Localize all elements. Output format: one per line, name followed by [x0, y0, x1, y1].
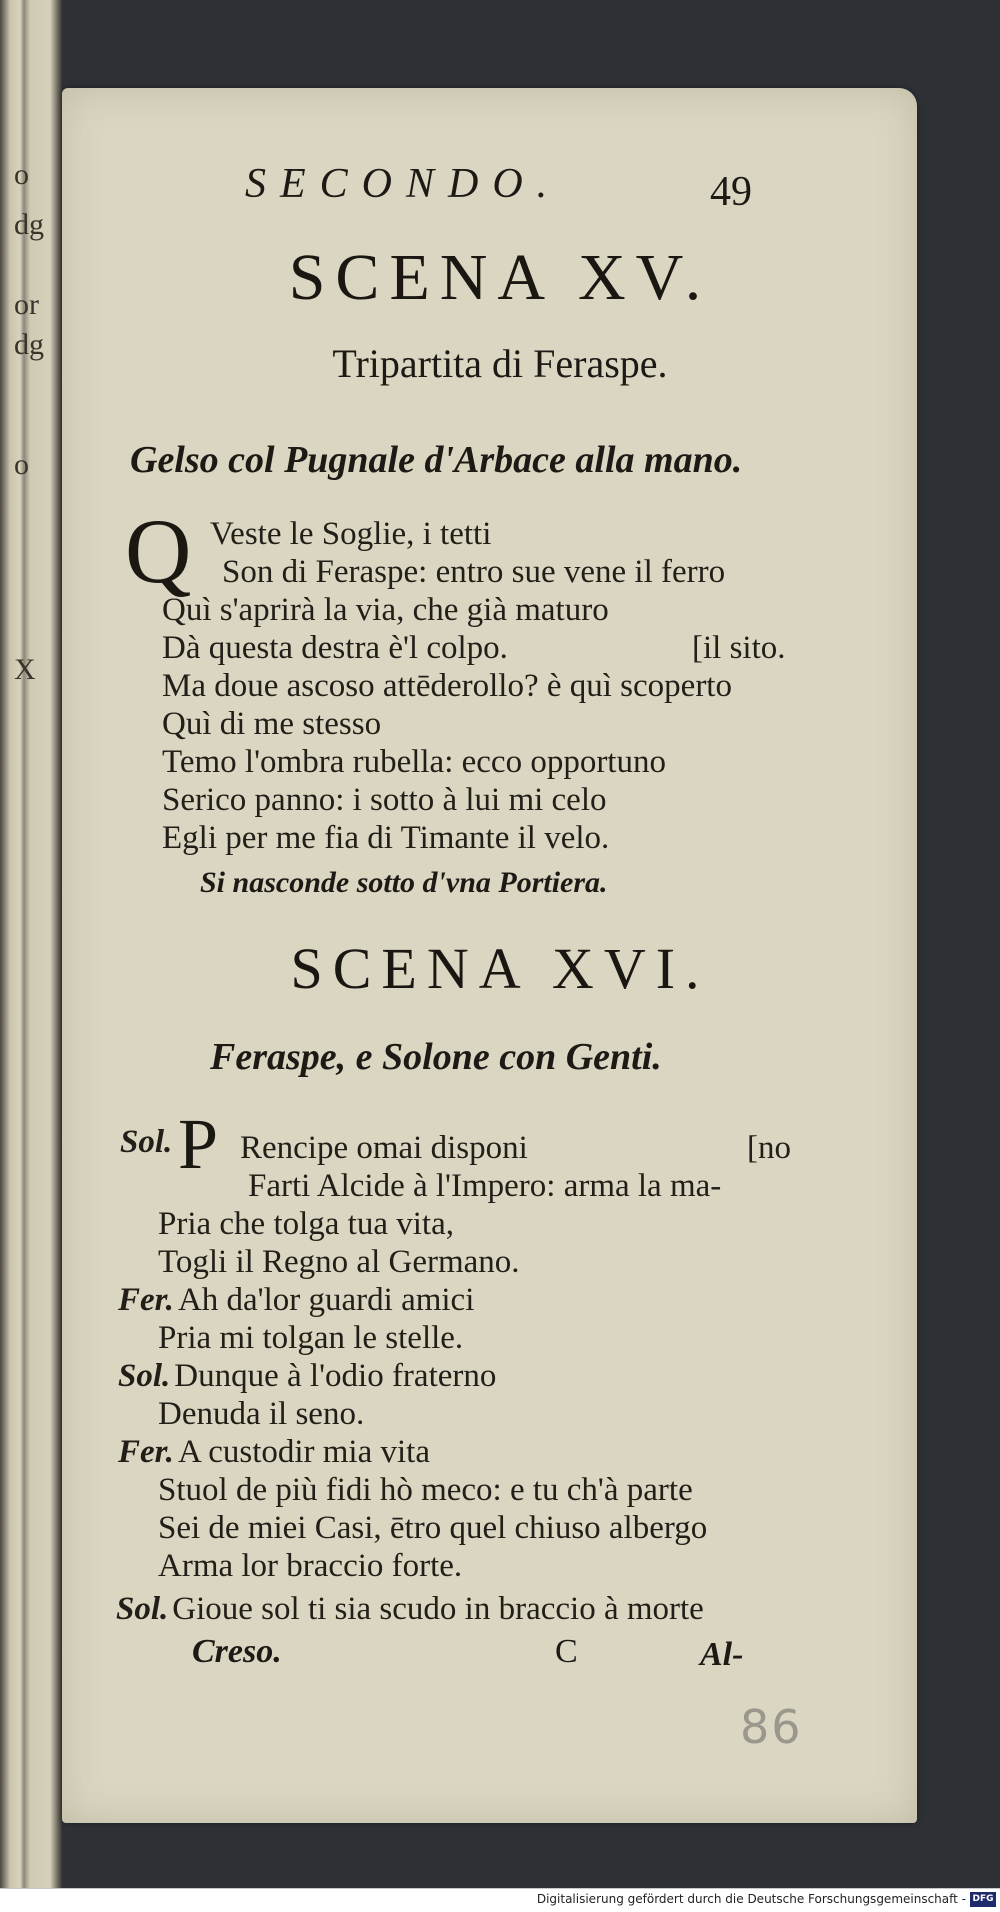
verse-line: Quì di me stesso [162, 706, 382, 742]
verse-line: Serico panno: i sotto à lui mi celo [162, 782, 607, 818]
speaker-label [120, 1126, 176, 1159]
scene-15-drop-cap: Q [125, 500, 192, 602]
signature-mark: C [555, 1633, 578, 1670]
verse-line [116, 1593, 704, 1626]
verse-line [118, 1284, 474, 1317]
adjacent-page-char: X [14, 653, 36, 686]
verse-line: Rencipe omai disponi [240, 1130, 528, 1166]
next-word: Al- [700, 1636, 744, 1673]
funding-credit-text: Digitalisierung gefördert durch die Deutsche Forschungsgemeinschaft - [536, 1892, 966, 1906]
verse-text: A custodir mia vita [177, 1434, 430, 1470]
verse-line-suffix: [no [747, 1130, 791, 1166]
funding-credit-bar [0, 1888, 1000, 1912]
verse-line: Denuda il seno. [158, 1396, 365, 1432]
verse-text: Gioue sol ti sia scudo in braccio à morte [172, 1591, 704, 1627]
adjacent-page-char: dg [14, 328, 44, 361]
dfg-logo: DFG [970, 1892, 996, 1907]
page-number: 49 [710, 169, 752, 215]
verse-line: Egli per me fia di Timante il velo. [162, 820, 610, 856]
running-head: SECONDO. [245, 161, 562, 207]
scene-16-title: SCENA XVI. [290, 936, 710, 1001]
scene-15-subtitle: Tripartita di Feraspe. [332, 341, 668, 386]
verse-line: Stuol de più fidi hò meco: e tu ch'à parte [158, 1472, 693, 1508]
scene-16-subtitle: Feraspe, e Solone con Genti. [210, 1036, 662, 1078]
verse-line [118, 1436, 430, 1469]
verse-line: Ma doue ascoso attēderollo? è quì scoperto [162, 668, 732, 704]
pencil-annotation: 86 [740, 1700, 803, 1754]
verse-line: Arma lor braccio forte. [158, 1548, 463, 1584]
scene-16-drop-cap: P [178, 1104, 219, 1184]
speaker-name: Fer. [118, 1282, 174, 1318]
speaker-name: Sol. [116, 1591, 169, 1627]
verse-line: Temo l'ombra rubella: ecco opportuno [162, 744, 666, 780]
verse-line [118, 1360, 496, 1393]
scene-15-exit-direction: Si nasconde sotto d'vna Portiera. [200, 866, 608, 899]
scene-15-title: SCENA XV. [288, 241, 712, 314]
catchword: Creso. [192, 1633, 282, 1670]
scene-15-stage-direction: Gelso col Pugnale d'Arbace alla mano. [130, 439, 743, 481]
verse-text: Dunque à l'odio fraterno [174, 1358, 497, 1394]
verse-line: Farti Alcide à l'Impero: arma la ma- [248, 1168, 722, 1204]
verse-line-suffix: [il sito. [692, 630, 786, 666]
speaker-name: Sol. [118, 1358, 171, 1394]
verse-text: Ah da'lor guardi amici [177, 1282, 475, 1318]
adjacent-page-char: o [14, 448, 29, 481]
adjacent-page-char: or [14, 288, 39, 321]
adjacent-page-char: dg [14, 208, 44, 241]
verse-line: Sei de miei Casi, ētro quel chiuso albergo [158, 1510, 708, 1546]
verse-line: Dà questa destra è'l colpo. [162, 630, 508, 666]
verse-line: Togli il Regno al Germano. [158, 1244, 520, 1280]
verse-line: Pria che tolga tua vita, [158, 1206, 454, 1242]
speaker-name: Fer. [118, 1434, 174, 1470]
verse-line: Son di Feraspe: entro sue vene il ferro [222, 554, 726, 590]
adjacent-page-char: o [14, 158, 29, 191]
verse-line: Quì s'aprirà la via, che già maturo [162, 592, 609, 628]
verse-line: Pria mi tolgan le stelle. [158, 1320, 464, 1356]
verse-line: Veste le Soglie, i tetti [210, 516, 492, 552]
speaker-name: Sol. [120, 1124, 173, 1160]
